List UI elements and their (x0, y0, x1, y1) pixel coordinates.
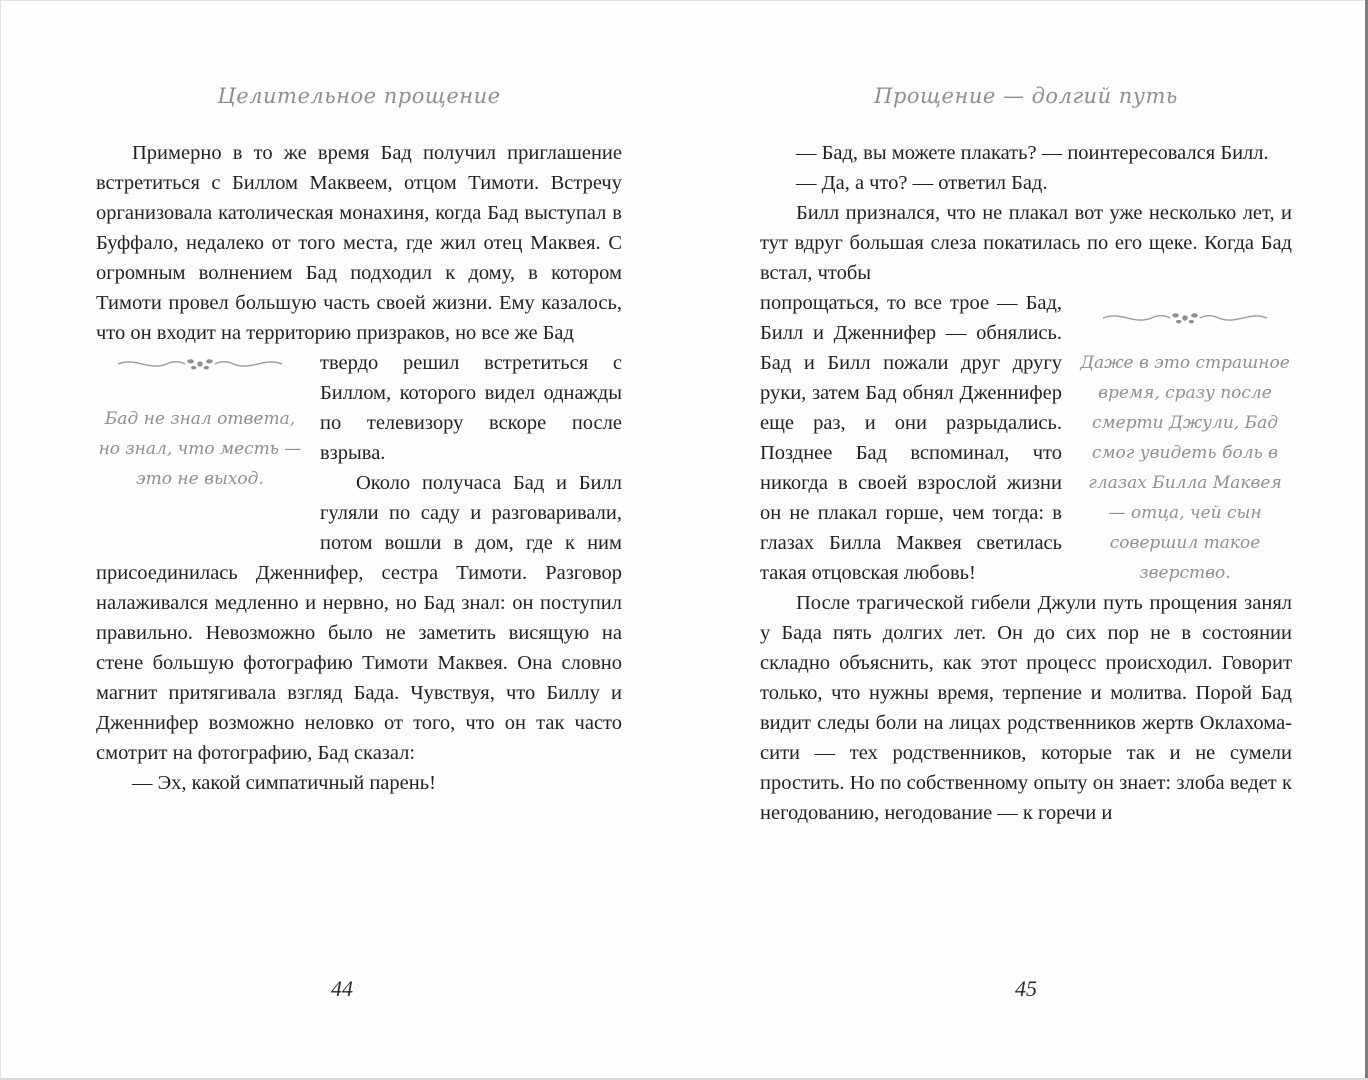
left-page-body (96, 138, 622, 798)
flourish-ornament (1101, 308, 1269, 328)
left-page-content (96, 84, 622, 798)
margin-note-right (1078, 288, 1292, 583)
right-page (684, 0, 1368, 1080)
dialogue-line: — Да, а что? — ответил Бад. (796, 172, 1048, 194)
left-running-head: Целительное прощение (217, 84, 501, 108)
paragraph: попрощаться, то все трое — Бад, Билл и Дженнифер — обнялись. Бад и Билл пожали друг другу руки, затем Бад обнял Дженнифер еще раз, и они разрыдались. Позднее Бад вспоминал, что никогда в своей взрослой жизни он не плакал горше, чем тогда: в глазах Билла Маквея светилась такая отцовская любовь! (760, 292, 1062, 584)
right-running-head: Прощение — долгий путь (874, 84, 1178, 108)
margin-note-left (96, 348, 304, 534)
paragraph: Примерно в то же время Бад получил приглашение встретиться с Биллом Маквеем, отцом Тимоти. Встречу организовала католическая монахиня, когда Бад выступал в Буффало, недалеко от того места, где жил отец Маквея. С огромным волнением Бад подходил к дому, в котором Тимоти провел большую часть своей жизни. Ему казалось, что он входит на территорию призраков, но все же Бад (96, 142, 622, 344)
dialogue-line: — Эх, какой симпатичный парень! (132, 772, 436, 794)
dialogue-line: — Бад, вы можете плакать? — поинтересовался Билл. (796, 142, 1269, 164)
flourish-ornament (116, 354, 284, 374)
paragraph: Около получаса Бад и Билл гуляли по саду и разговаривали, потом вошли в дом, где к ним присоединилась Дженнифер, сестра Тимоти. Разговор налаживался медленно и нервно, но Бад знал: он поступил правильно. Невозможно было не заметить висящую на стене большую фотографию Тимоти Маквея. Она словно магнит притягивала взгляд Бада. Чувствуя, что Биллу и Дженнифер возможно неловко от того, что он так часто смотрит на фотографию, Бад сказал: (96, 472, 622, 764)
page-number-left: 44 (331, 976, 353, 1001)
margin-note-text: Даже в это страшное время, сразу после смерти Джули, Бад смог увидеть боль в глазах Билла Маквея — отца, чей сын совершил такое зверство. (1080, 353, 1290, 583)
right-page-content (760, 84, 1292, 828)
margin-note-text: Бад не знал ответа, но знал, что месть — это не выход. (98, 409, 302, 489)
page-number-right: 45 (1015, 976, 1037, 1001)
paragraph: твердо решил встретиться с Биллом, которого видел однажды по телевизору вскоре после взрыва. (320, 352, 622, 464)
right-page-body (760, 138, 1292, 828)
paragraph: После трагической гибели Джули путь прощения занял у Бада пять долгих лет. Он до сих пор не в состоянии складно объяснить, как этот процесс происходил. Говорит только, что нужны время, терпение и молитва. Порой Бад видит следы боли на лицах родственников жертв Оклахома-сити — тех родственников, которые так и не сумели простить. Но по собственному опыту он знает: злоба ведет к негодованию, негодование — к горечи и (760, 592, 1292, 824)
paragraph: Билл признался, что не плакал вот уже несколько лет, и тут вдруг большая слеза покатилась по его щеке. Когда Бад встал, чтобы (760, 202, 1292, 284)
